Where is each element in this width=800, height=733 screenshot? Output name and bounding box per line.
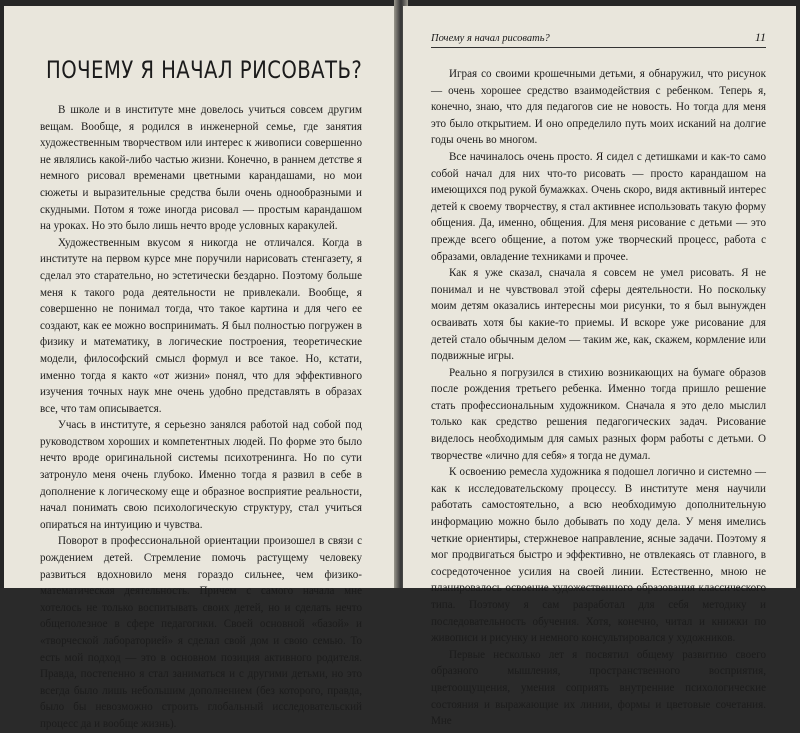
paragraph: Первые несколько лет я посвятил общему развитию своего образного мышления, пространственного восприятия, цветоощущения, умения соприять внутренние психологические состояния и выражающие их линии, формы и цветовые сочетания. Мне bbox=[431, 648, 766, 728]
paragraph: Все начиналось очень просто. Я сидел с детишками и как-то само собой начал для них что-то рисовать — просто карандашом на имеющихся под рукой бумажках. Очень скоро, видя активный интерес детей к своему творчеству, я стал активнее использовать такую форму общения. Да, именно, общения. Для меня рисование с детьми — это прежде всего общение, а потом уже творческий процесс, работа с образами, овладение техниками и прочее. bbox=[431, 150, 766, 263]
left-page-body bbox=[40, 102, 362, 733]
paragraph: Играя со своими крошечными детьми, я обнаружил, что рисунок — очень хорошее средство взаимодействия с ребенком. Теперь я, конечно, знаю, что для педагогов сие не новость. Но тогда для меня это было открытием. И оно определило путь моих исканий на долгие годы очень во многом. bbox=[431, 68, 766, 147]
paragraph: Художественным вкусом я никогда не отличался. Когда в институте на первом курсе мне поручили нарисовать стенгазету, я сделал это старательно, но эстетически бездарно. Поэтому больше меня к такого рода деятельности не привлекали. Вообще, я совершенно не понимал тогда, что такое картина и для чего ее создают, как ее можно воспринимать. Я был полностью погружен в физику и математику, в логические построения, теоретические модели, философский смысл формул и все такое. Но, кстати, именно тогда я както «от жизни» понял, что для эффективного изучения точных наук мне очень удобно представлять в образах все, что там описывается. bbox=[40, 236, 362, 415]
paragraph: Реально я погрузился в стихию возникающих на бумаге образов после рождения третьего ребенка. Именно тогда пришло решение стать профессиональным художником. Сначала я это дело мыслил только как средство решения педагогических задач. Рисование виделось необходимым для самых разных форм работы с детьми. О творчестве «лично для себя» я тогда не думал. bbox=[431, 366, 766, 462]
running-head-title: Почему я начал рисовать? bbox=[431, 33, 550, 44]
left-page bbox=[4, 6, 398, 730]
paragraph: В школе и в институте мне довелось учиться совсем другим вещам. Вообще, я родился в инженерной семье, где занятия художественным творчеством или интерес к живописи совершенно не являлись какой-либо частью жизни. Конечно, в раннем детстве я немного рисовал временами цветными карандашами, но мои сюжеты и выразительные средства были очень однообразными и скудными. Потом я тоже иногда рисовал — простым карандашом на уроках. Но это было лишь нечто вроде условных каракулей. bbox=[40, 104, 362, 233]
paragraph: Учась в институте, я серьезно занялся работой над собой под руководством хороших и компетентных людей. По форме это было нечто вроде оригинальной системы психотренинга. Но по сути затронуло меня очень глубоко. Именно тогда я развил в себе в дополнение к логическому еще и образное восприятие реальности, начал понимать свою психологическую структуру, стал учиться опираться на интуицию и чувства. bbox=[40, 419, 362, 531]
right-page bbox=[403, 6, 796, 728]
chapter-title: ПОЧЕМУ Я НАЧАЛ РИСОВАТЬ? bbox=[46, 56, 363, 84]
right-page-body bbox=[431, 66, 766, 730]
running-head bbox=[431, 30, 766, 48]
paragraph: Как я уже сказал, сначала я совсем не умел рисовать. Я не понимал и не чувствовал этой сферы деятельности. Но поскольку моим детям оказались интересны мои рисунки, то я был вынужден осваивать хотя бы какие-то приемы. И вскоре уже рисование для детей стало обычным делом — таким же, как, скажем, кормление или подвижные игры. bbox=[431, 267, 766, 363]
page-number: 11 bbox=[754, 30, 766, 44]
paragraph: Поворот в профессиональной ориентации произошел в связи с рождением детей. Стремление помочь растущему человеку развиться вдохновило меня гораздо сильнее, чем физико-математическая деятельность. Причем с самого начала мне хотелось не только воспитывать своих детей, но и сделать нечто общеполезное в сфере педагогики. Своей основной «базой» и «творческой лабораторией» я сделал свой дом и свою семью. То есть мой подход — это в основном позиция активного родителя. Правда, постепенно я стал заниматься и с другими детьми, но это всегда было лишь небольшим дополнением (без которого, правда, было бы невозможно строить глобальный исследовательский процесс да и вообще жизнь). bbox=[40, 535, 362, 730]
paragraph: К освоению ремесла художника я подошел логично и системно — как к исследовательскому процессу. В институте меня научили работать самостоятельно, а всю необходимую дополнительную информацию можно было добывать по ходу дела. У меня имелись четкие ориентиры, стержневое направление, ясные задачи. Поэтому я мог продвигаться быстро и эффективно, не отвлекаясь от главного, в сосредоточенное усилия на своей линии. Естественно, мною не планировалось освоение художественного образования классического типа. Поэтому я сам разработал для себя методику и последовательность обучения. Хотя, конечно, читал и книжки по живописи и рисунку и немного консультировался у художников. bbox=[431, 466, 766, 645]
